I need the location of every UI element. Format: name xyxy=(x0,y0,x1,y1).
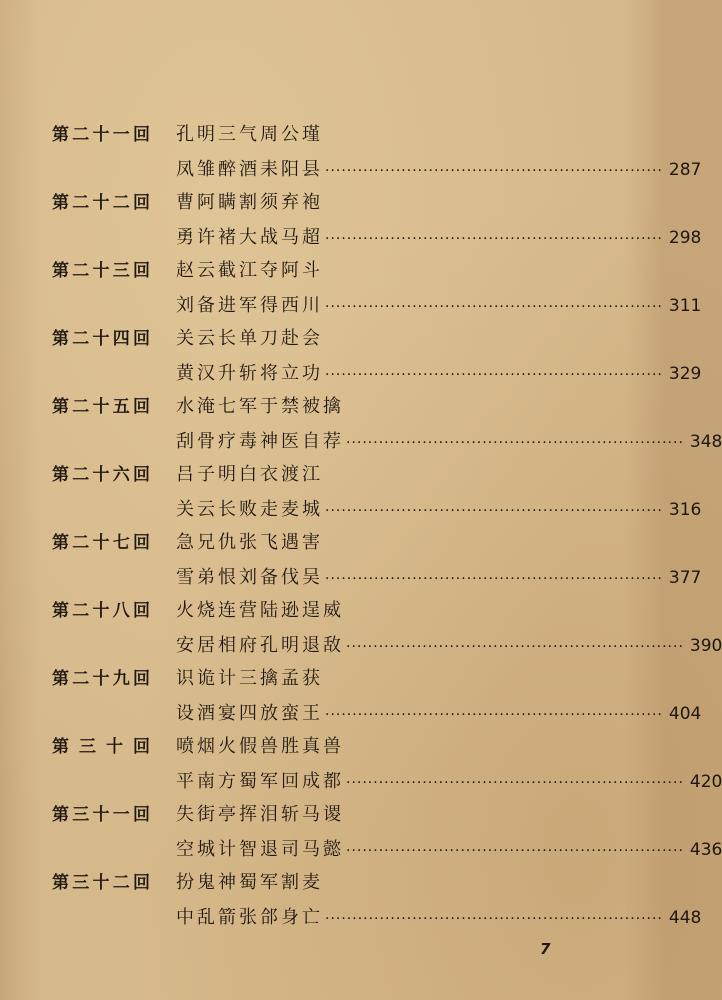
toc-entry xyxy=(0,597,722,665)
leader-dots: ······························································ xyxy=(325,571,663,587)
leader-dots: ······························································ xyxy=(325,503,663,519)
chapter-title-line-2 xyxy=(176,224,702,252)
leader-dots: ······························································ xyxy=(346,775,684,791)
leader-dots: ······························································ xyxy=(325,707,663,723)
leader-dots: ······························································ xyxy=(325,299,663,315)
leader-dots: ······························································ xyxy=(325,911,663,927)
chapter-page-number: 377 xyxy=(668,568,702,588)
chapter-title-line-2 xyxy=(176,156,702,184)
toc-entry xyxy=(0,189,702,257)
chapter-title-line-2 xyxy=(176,632,722,660)
chapter-title-line-2 xyxy=(176,428,722,456)
leader-dots: ······························································ xyxy=(346,435,684,451)
chapter-page-number: 436 xyxy=(689,840,722,860)
chapter-title-line-1: 火烧连营陆逊逞威 xyxy=(176,600,344,621)
chapter-number: 第 二 十 四 回 xyxy=(52,329,150,349)
toc-entry xyxy=(0,869,702,937)
chapter-number: 第 二 十 一 回 xyxy=(52,125,150,145)
chapter-title-text: 空城计智退司马懿 xyxy=(176,839,344,860)
chapter-title-text: 中乱箭张郃身亡 xyxy=(176,907,323,928)
chapter-page-number: 404 xyxy=(668,704,702,724)
chapter-number: 第 二 十 五 回 xyxy=(52,397,150,417)
chapter-title-line-2 xyxy=(176,360,702,388)
toc-entry xyxy=(0,257,702,325)
chapter-title-text: 刘备进军得西川 xyxy=(176,295,323,316)
chapter-title-line-2 xyxy=(176,904,702,932)
chapter-page-number: 448 xyxy=(668,908,702,928)
chapter-title-text: 刮骨疗毒神医自荐 xyxy=(176,431,344,452)
chapter-title-text: 平南方蜀军回成都 xyxy=(176,771,344,792)
chapter-title-text: 雪弟恨刘备伐吴 xyxy=(176,567,323,588)
toc-entry xyxy=(0,733,722,801)
page-number: 7 xyxy=(540,940,551,958)
chapter-number: 第 二 十 八 回 xyxy=(52,601,150,621)
leader-dots: ······························································ xyxy=(346,639,684,655)
chapter-number: 第 三 十 回 xyxy=(52,737,150,757)
toc-entry xyxy=(0,801,722,869)
leader-dots: ······························································ xyxy=(325,367,663,383)
chapter-title-line-1: 赵云截江夺阿斗 xyxy=(176,260,323,281)
chapter-page-number: 287 xyxy=(668,160,702,180)
chapter-title-line-1: 水淹七军于禁被擒 xyxy=(176,396,344,417)
chapter-page-number: 311 xyxy=(668,296,702,316)
chapter-number: 第 二 十 九 回 xyxy=(52,669,150,689)
toc-entry xyxy=(0,665,702,733)
chapter-number: 第 三 十 一 回 xyxy=(52,805,150,825)
chapter-title-line-2 xyxy=(176,836,722,864)
chapter-page-number: 420 xyxy=(689,772,722,792)
chapter-title-line-2 xyxy=(176,292,702,320)
chapter-title-line-2 xyxy=(176,496,702,524)
chapter-number: 第 二 十 六 回 xyxy=(52,465,150,485)
leader-dots: ······························································ xyxy=(325,163,663,179)
chapter-title-text: 勇许褚大战马超 xyxy=(176,227,323,248)
chapter-number: 第 二 十 三 回 xyxy=(52,261,150,281)
chapter-page-number: 348 xyxy=(689,432,722,452)
chapter-title-line-1: 急兄仇张飞遇害 xyxy=(176,532,323,553)
toc-entry xyxy=(0,393,722,461)
chapter-title-line-2 xyxy=(176,700,702,728)
chapter-number: 第 二 十 七 回 xyxy=(52,533,150,553)
chapter-page-number: 316 xyxy=(668,500,702,520)
chapter-title-text: 关云长败走麦城 xyxy=(176,499,323,520)
leader-dots: ······························································ xyxy=(346,843,684,859)
chapter-page-number: 329 xyxy=(668,364,702,384)
chapter-number: 第 二 十 二 回 xyxy=(52,193,150,213)
chapter-title-line-1: 喷烟火假兽胜真兽 xyxy=(176,736,344,757)
chapter-title-line-1: 失街亭挥泪斩马谡 xyxy=(176,804,344,825)
chapter-title-line-1: 吕子明白衣渡江 xyxy=(176,464,323,485)
chapter-title-line-1: 曹阿瞒割须弃袍 xyxy=(176,192,323,213)
chapter-title-text: 安居相府孔明退敌 xyxy=(176,635,344,656)
chapter-title-line-1: 扮鬼神蜀军割麦 xyxy=(176,872,323,893)
chapter-title-line-1: 关云长单刀赴会 xyxy=(176,328,323,349)
chapter-number: 第 三 十 二 回 xyxy=(52,873,150,893)
toc-entry xyxy=(0,121,702,189)
chapter-title-text: 黄汉升斩将立功 xyxy=(176,363,323,384)
leader-dots: ······························································ xyxy=(325,231,663,247)
toc-entry xyxy=(0,461,702,529)
chapter-title-text: 凤雏醉酒耒阳县 xyxy=(176,159,323,180)
chapter-page-number: 390 xyxy=(689,636,722,656)
toc-entry xyxy=(0,325,702,393)
chapter-page-number: 298 xyxy=(668,228,702,248)
chapter-title-text: 设酒宴四放蛮王 xyxy=(176,703,323,724)
chapter-title-line-1: 识诡计三擒孟获 xyxy=(176,668,323,689)
chapter-title-line-2 xyxy=(176,564,702,592)
toc-entry xyxy=(0,529,702,597)
chapter-title-line-2 xyxy=(176,768,722,796)
chapter-title-line-1: 孔明三气周公瑾 xyxy=(176,124,323,145)
